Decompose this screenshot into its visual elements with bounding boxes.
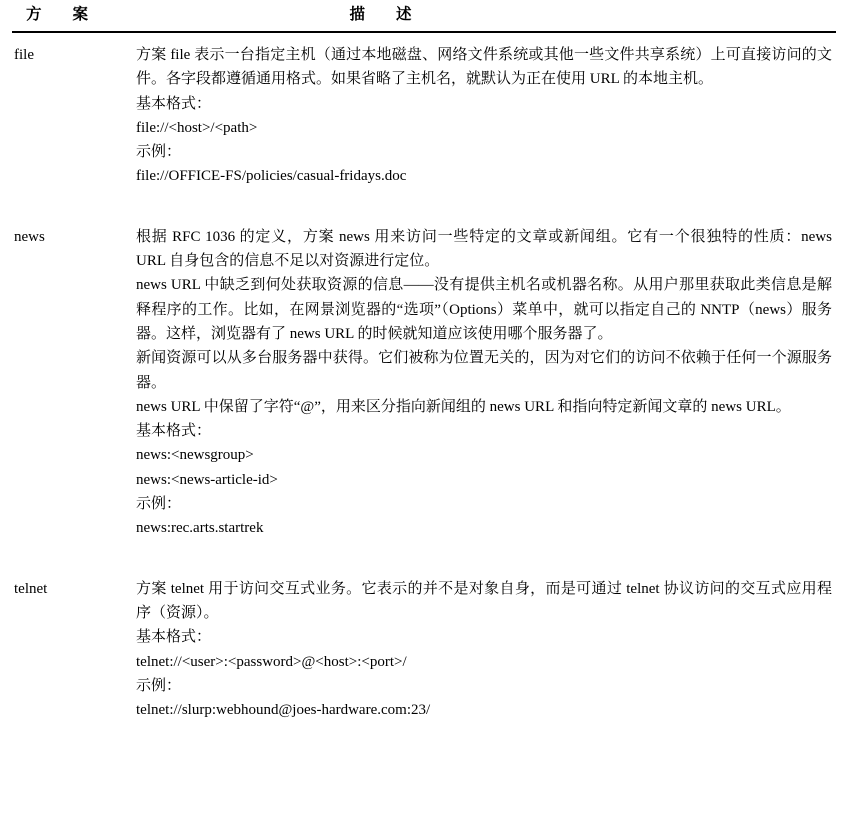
column-header-scheme: 方 案 — [26, 6, 89, 23]
example-value: news:rec.arts.startrek — [136, 520, 264, 537]
scheme-name — [12, 567, 135, 739]
scheme-description — [135, 215, 836, 557]
scheme-label-file: file — [14, 47, 34, 63]
table-row — [12, 567, 836, 739]
row-spacer — [12, 205, 836, 215]
description-paragraph: 方案 file 表示一台指定主机（通过本地磁盘、网络文件系统或其他一些文件共享系统）上可直接访问的文件。各字段都遵循通用格式。如果省略了主机名，就默认为正在使用 URL 的本地主机。 — [136, 47, 832, 88]
scheme-name — [12, 215, 135, 557]
description-paragraph: 新闻资源可以从多台服务器中获得。它们被称为位置无关的，因为对它们的访问不依赖于任何一个源服务器。 — [136, 350, 832, 391]
format-syntax: news:<newsgroup> — [136, 447, 254, 464]
scheme-label-news: news — [14, 228, 45, 245]
format-label: 基本格式： — [136, 629, 212, 646]
example-value: telnet://slurp:webhound@joes-hardware.com:23/ — [136, 702, 431, 719]
scheme-label-telnet: telnet — [14, 580, 48, 597]
description-paragraph: news URL 中保留了字符“@”，用来区分指向新闻组的 news URL 和指向特定新闻文章的 news URL。 — [136, 398, 791, 415]
format-label: 基本格式： — [136, 423, 212, 440]
scheme-name — [12, 33, 135, 205]
table-row — [12, 33, 836, 205]
description-paragraph: news URL 中缺乏到何处获取资源的信息——没有提供主机名或机器名称。从用户那里获取此类信息是解释程序的工作。比如，在网景浏览器的“选项”（Options）菜单中，就可以指定自己的 NNTP（news）服务器。这样，浏览器有了 news URL 的时候就知道应该使用哪个服务器了。 — [136, 277, 832, 342]
column-header-description: 描 述 — [349, 6, 412, 23]
scheme-description — [135, 567, 836, 739]
example-value: file://OFFICE-FS/policies/casual-fridays.doc — [136, 168, 407, 185]
table-header-row — [12, 0, 836, 32]
format-syntax: news:<news-article-id> — [136, 471, 278, 488]
example-label: 示例： — [136, 496, 182, 513]
description-paragraph: 方案 telnet 用于访问交互式业务。它表示的并不是对象自身，而是可通过 telnet 协议访问的交互式应用程序（资源）。 — [136, 580, 832, 621]
example-label: 示例： — [136, 677, 182, 694]
table-body — [12, 33, 836, 739]
url-scheme-table — [12, 0, 836, 738]
example-label: 示例： — [136, 144, 182, 161]
format-syntax: telnet://<user>:<password>@<host>:<port>/ — [136, 653, 407, 670]
format-syntax: file://<host>/<path> — [136, 119, 258, 136]
scheme-description — [135, 33, 836, 205]
row-spacer — [12, 557, 836, 567]
table-row — [12, 215, 836, 557]
description-paragraph: 根据 RFC 1036 的定义，方案 news 用来访问一些特定的文章或新闻组。它有一个很独特的性质：news URL 自身包含的信息不足以对资源进行定位。 — [136, 228, 832, 270]
table-header — [12, 0, 836, 33]
format-label: 基本格式： — [136, 95, 212, 112]
